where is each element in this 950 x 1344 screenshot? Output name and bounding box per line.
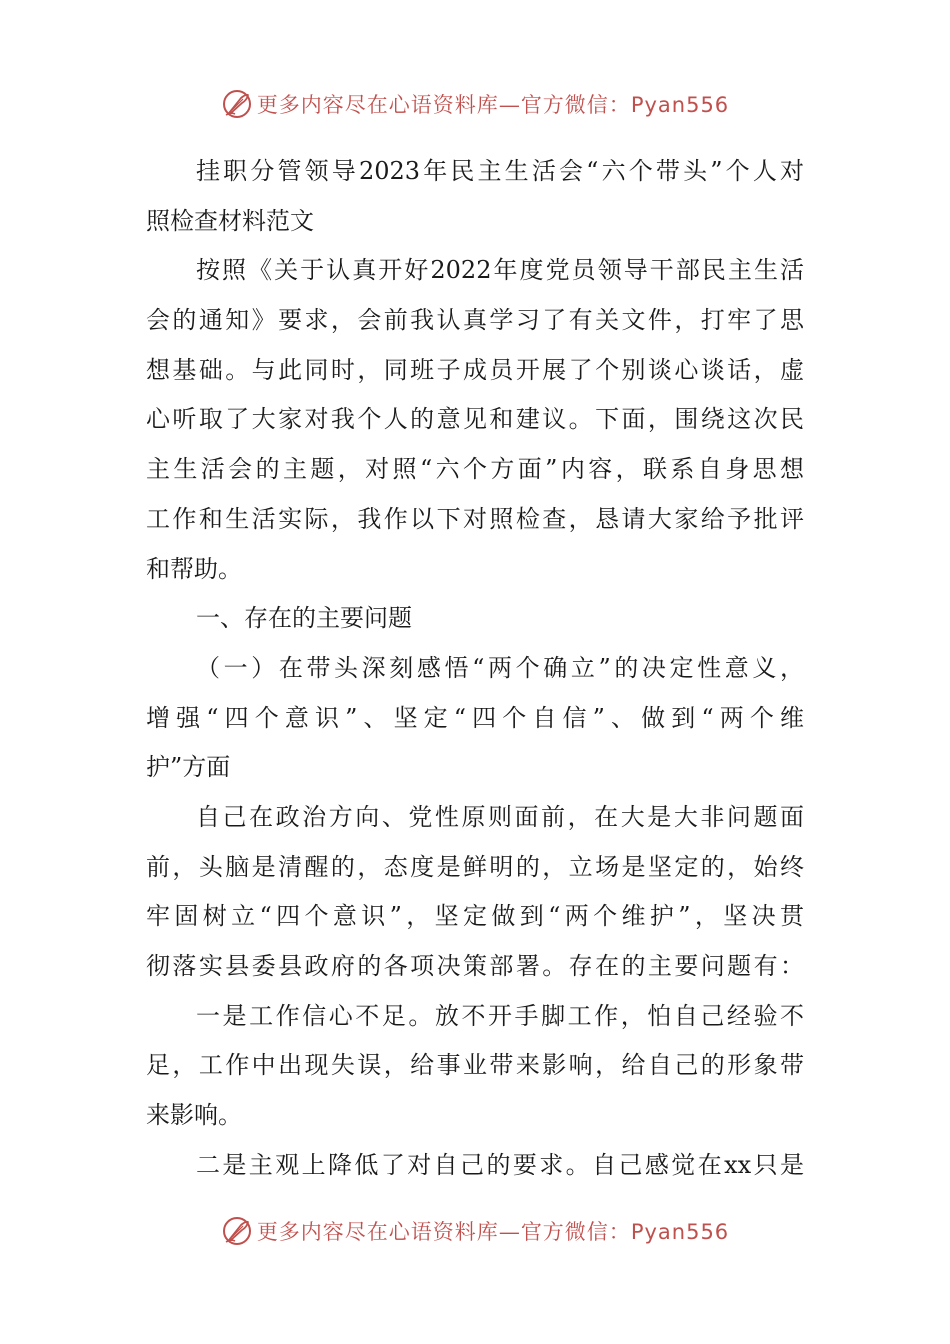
subheading-1-line-2: 增强“四个意识”、坚定“四个自信”、做到“两个维	[146, 703, 804, 732]
para-1-line-3: 牢固树立“四个意识”，坚定做到“两个维护”，坚决贯	[146, 902, 804, 931]
feather-pen-logo-icon	[221, 88, 253, 120]
banner-wechat-id: Pyan556	[630, 93, 730, 117]
subheading-1-line-1: （一）在带头深刻感悟“两个确立”的决定性意义，	[196, 653, 804, 682]
banner-dash: —	[498, 1220, 521, 1244]
banner-text	[257, 89, 729, 119]
intro-line-2: 会的通知》要求，会前我认真学习了有关文件，打牢了思	[146, 306, 804, 335]
section-heading-problems: 一、存在的主要问题	[196, 604, 412, 633]
footer-banner	[0, 1211, 950, 1251]
intro-line-7: 和帮助。	[146, 554, 242, 583]
banner-wechat-label: 官方微信：	[520, 93, 631, 117]
para-1-line-4: 彻落实县委县政府的各项决策部署。存在的主要问题有：	[146, 952, 804, 980]
para-2-line-2: 足，工作中出现失误，给事业带来影响，给自己的形象带	[146, 1051, 804, 1080]
feather-pen-logo-icon	[221, 1215, 253, 1247]
para-1-line-2: 前，头脑是清醒的，态度是鲜明的，立场是坚定的，始终	[146, 852, 804, 881]
banner-wechat-id: Pyan556	[630, 1220, 730, 1244]
para-2-line-3: 来影响。	[146, 1101, 242, 1130]
header-banner	[0, 84, 950, 124]
banner-text	[257, 1216, 729, 1246]
banner-wechat-label: 官方微信：	[520, 1220, 631, 1244]
document-body	[146, 147, 804, 1190]
para-3-line-1: 二是主观上降低了对自己的要求。自己感觉在xx只是	[196, 1150, 804, 1179]
doc-title-line-1: 挂职分管领导2023年民主生活会“六个带头”个人对	[196, 157, 804, 185]
intro-line-3: 想基础。与此同时，同班子成员开展了个别谈心谈话，虚	[146, 355, 804, 384]
intro-line-5: 主生活会的主题，对照“六个方面”内容，联系自身思想	[146, 455, 804, 484]
banner-site-text: 更多内容尽在心语资料库	[256, 1220, 499, 1244]
intro-line-4: 心听取了大家对我个人的意见和建议。下面，围绕这次民	[146, 405, 804, 434]
intro-line-1: 按照《关于认真开好2022年度党员领导干部民主生活	[196, 256, 804, 285]
doc-title-line-2: 照检查材料范文	[146, 206, 314, 235]
subheading-1-line-3: 护”方面	[146, 753, 231, 782]
intro-line-6: 工作和生活实际，我作以下对照检查，恳请大家给予批评	[146, 504, 804, 533]
banner-dash: —	[498, 93, 521, 117]
para-2-line-1: 一是工作信心不足。放不开手脚工作，怕自己经验不	[196, 1001, 804, 1030]
para-1-line-1: 自己在政治方向、党性原则面前，在大是大非问题面	[196, 802, 804, 831]
banner-site-text: 更多内容尽在心语资料库	[256, 93, 499, 117]
